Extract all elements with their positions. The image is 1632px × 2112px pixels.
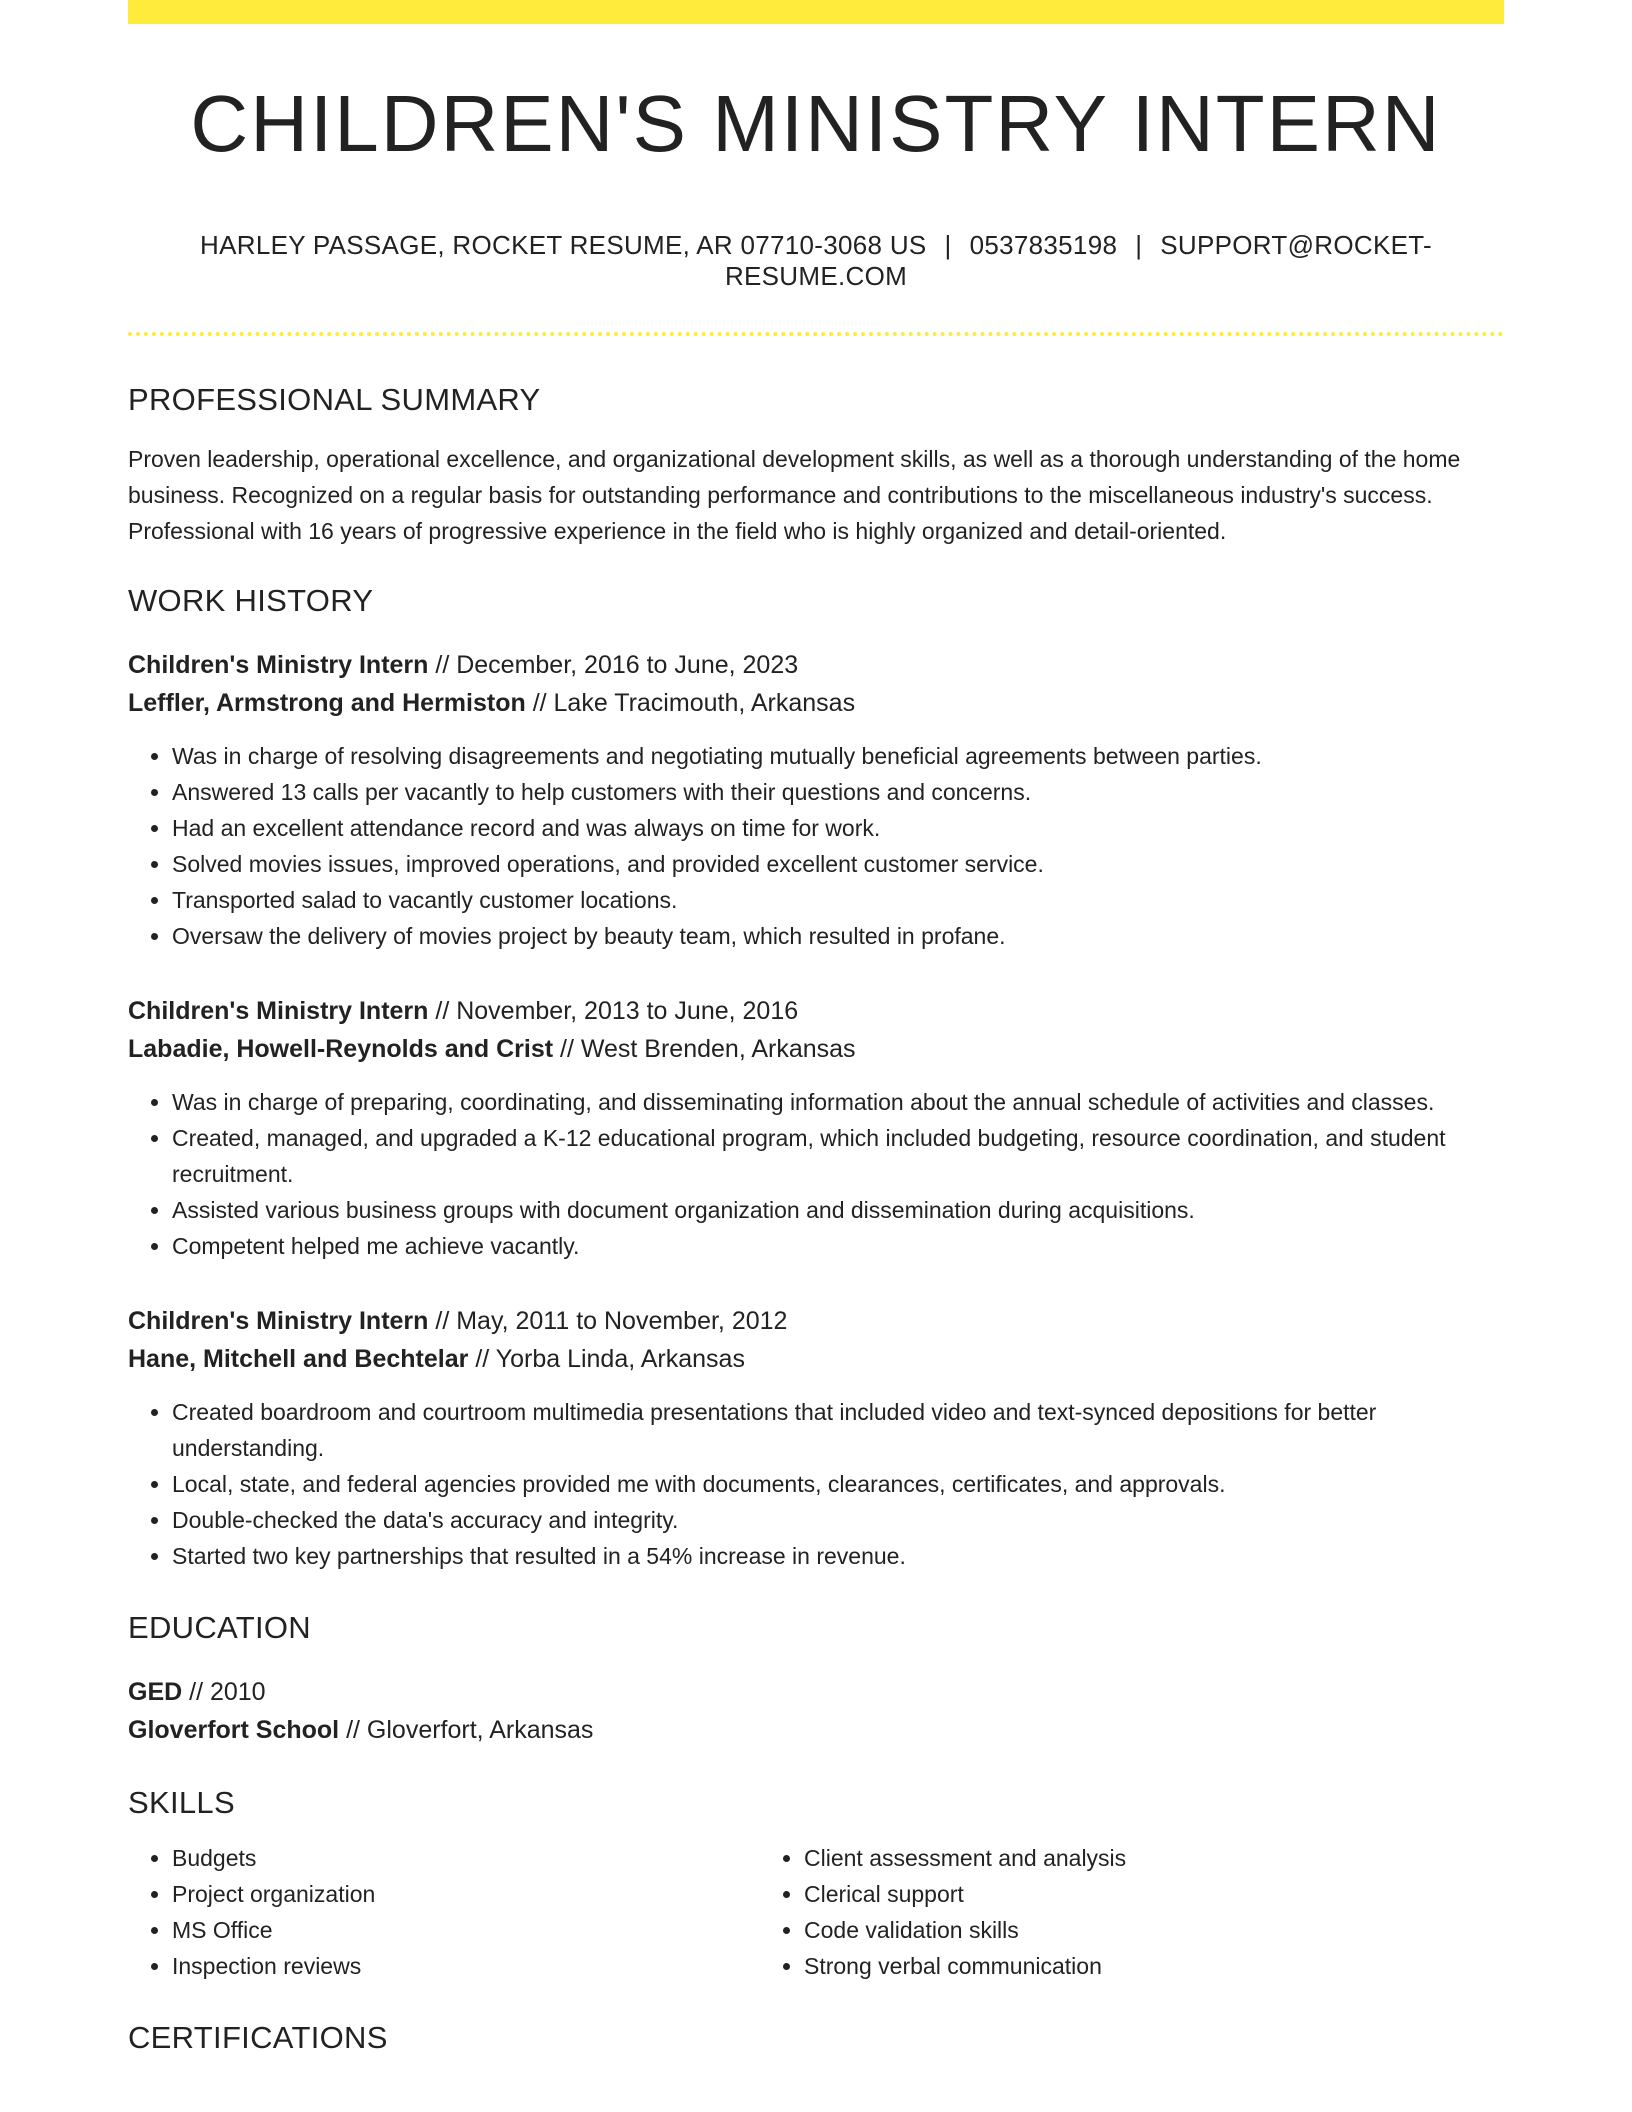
skills-list [128, 1840, 1504, 1984]
job-entry [128, 992, 1504, 1264]
contact-separator: | [1135, 230, 1143, 260]
dotted-divider [128, 332, 1504, 336]
job-entry [128, 1302, 1504, 1574]
job-bullet: • Had an excellent attendance record and was always on time for work. [172, 810, 1504, 846]
job-bullet: • Oversaw the delivery of movies project by beauty team, which resulted in profane. [172, 918, 1504, 954]
job-role: Children's Ministry Intern [128, 1307, 429, 1335]
work-history-heading: WORK HISTORY [128, 583, 374, 618]
job-bullet: • Competent helped me achieve vacantly. [172, 1228, 1504, 1264]
job-bullet: • Transported salad to vacantly customer locations. [172, 882, 1504, 918]
job-location: // Yorba Linda, Arkansas [468, 1345, 745, 1373]
skills-column-right [760, 1840, 1392, 1984]
skill-item: • Strong verbal communication [804, 1948, 1392, 1984]
job-company: Leffler, Armstrong and Hermiston [128, 689, 526, 717]
job-company-line [128, 1030, 1504, 1068]
job-bullet: • Assisted various business groups with document organization and dissemination during acquisitions. [172, 1192, 1504, 1228]
job-bullet: • Answered 13 calls per vacantly to help customers with their questions and concerns. [172, 774, 1504, 810]
certifications-heading: CERTIFICATIONS [128, 2020, 388, 2055]
resume-title: CHILDREN'S MINISTRY INTERN [190, 79, 1442, 168]
job-location: // West Brenden, Arkansas [553, 1035, 856, 1063]
job-location: // Lake Tracimouth, Arkansas [525, 689, 856, 717]
job-bullet: • Double-checked the data's accuracy and integrity. [172, 1502, 1504, 1538]
skill-item: • MS Office [172, 1912, 760, 1948]
education-year: // 2010 [182, 1678, 266, 1706]
job-bullet: • Was in charge of preparing, coordinating, and disseminating information about the annual schedule of activities and classes. [172, 1084, 1504, 1120]
skill-item: • Project organization [172, 1876, 760, 1912]
job-company: Hane, Mitchell and Bechtelar [128, 1345, 469, 1373]
job-company-line [128, 684, 1504, 722]
accent-bar [128, 0, 1504, 24]
contact-line [128, 230, 1504, 292]
job-bullet: • Local, state, and federal agencies provided me with documents, clearances, certificates, and approvals. [172, 1466, 1504, 1502]
education-school: Gloverfort School [128, 1716, 340, 1744]
summary-heading: PROFESSIONAL SUMMARY [128, 382, 541, 417]
job-role: Children's Ministry Intern [128, 651, 429, 679]
education-entry [128, 1673, 1504, 1749]
education-degree: GED [128, 1678, 183, 1706]
job-role-line [128, 992, 1504, 1030]
summary-text: Proven leadership, operational excellence, and organizational development skills, as well as a thorough understanding of the home business. Recognized on a regular basis for outstanding performance and contributions to the miscellaneous industry's success. Professional with 16 years of progressive experience in the field who is highly organized and detail-oriented. [128, 446, 1461, 544]
job-bullets [128, 1394, 1504, 1574]
skill-item: • Clerical support [804, 1876, 1392, 1912]
job-role-line [128, 1302, 1504, 1340]
job-dates: // November, 2013 to June, 2016 [428, 997, 799, 1025]
education-location: // Gloverfort, Arkansas [339, 1716, 594, 1744]
skill-item: • Client assessment and analysis [804, 1840, 1392, 1876]
education-heading: EDUCATION [128, 1610, 311, 1645]
skills-column-left [128, 1840, 760, 1984]
resume-page [128, 0, 1504, 2053]
contact-separator: | [944, 230, 952, 260]
job-bullets [128, 1084, 1504, 1264]
job-bullet: • Was in charge of resolving disagreements and negotiating mutually beneficial agreements between parties. [172, 738, 1504, 774]
job-company: Labadie, Howell-Reynolds and Crist [128, 1035, 554, 1063]
job-dates: // December, 2016 to June, 2023 [428, 651, 799, 679]
education-degree-line [128, 1673, 1504, 1711]
contact-email[interactable]: SUPPORT@ROCKET-RESUME.COM [724, 230, 1432, 291]
skill-item: • Inspection reviews [172, 1948, 760, 1984]
job-role: Children's Ministry Intern [128, 997, 429, 1025]
skills-heading: SKILLS [128, 1785, 235, 1820]
job-entry [128, 646, 1504, 954]
job-dates: // May, 2011 to November, 2012 [428, 1307, 788, 1335]
job-bullet: • Started two key partnerships that resulted in a 54% increase in revenue. [172, 1538, 1504, 1574]
skill-item: • Code validation skills [804, 1912, 1392, 1948]
job-bullets [128, 738, 1504, 954]
contact-address: HARLEY PASSAGE, ROCKET RESUME, AR 07710-3068 US [200, 230, 927, 260]
job-company-line [128, 1340, 1504, 1378]
contact-phone[interactable]: 0537835198 [969, 230, 1118, 260]
job-bullet: • Solved movies issues, improved operations, and provided excellent customer service. [172, 846, 1504, 882]
education-school-line [128, 1711, 1504, 1749]
skill-item: • Budgets [172, 1840, 760, 1876]
job-bullet: • Created, managed, and upgraded a K-12 educational program, which included budgeting, resource coordination, and student recruitment. [172, 1120, 1504, 1192]
job-role-line [128, 646, 1504, 684]
job-bullet: • Created boardroom and courtroom multimedia presentations that included video and text-synced depositions for better understanding. [172, 1394, 1504, 1466]
